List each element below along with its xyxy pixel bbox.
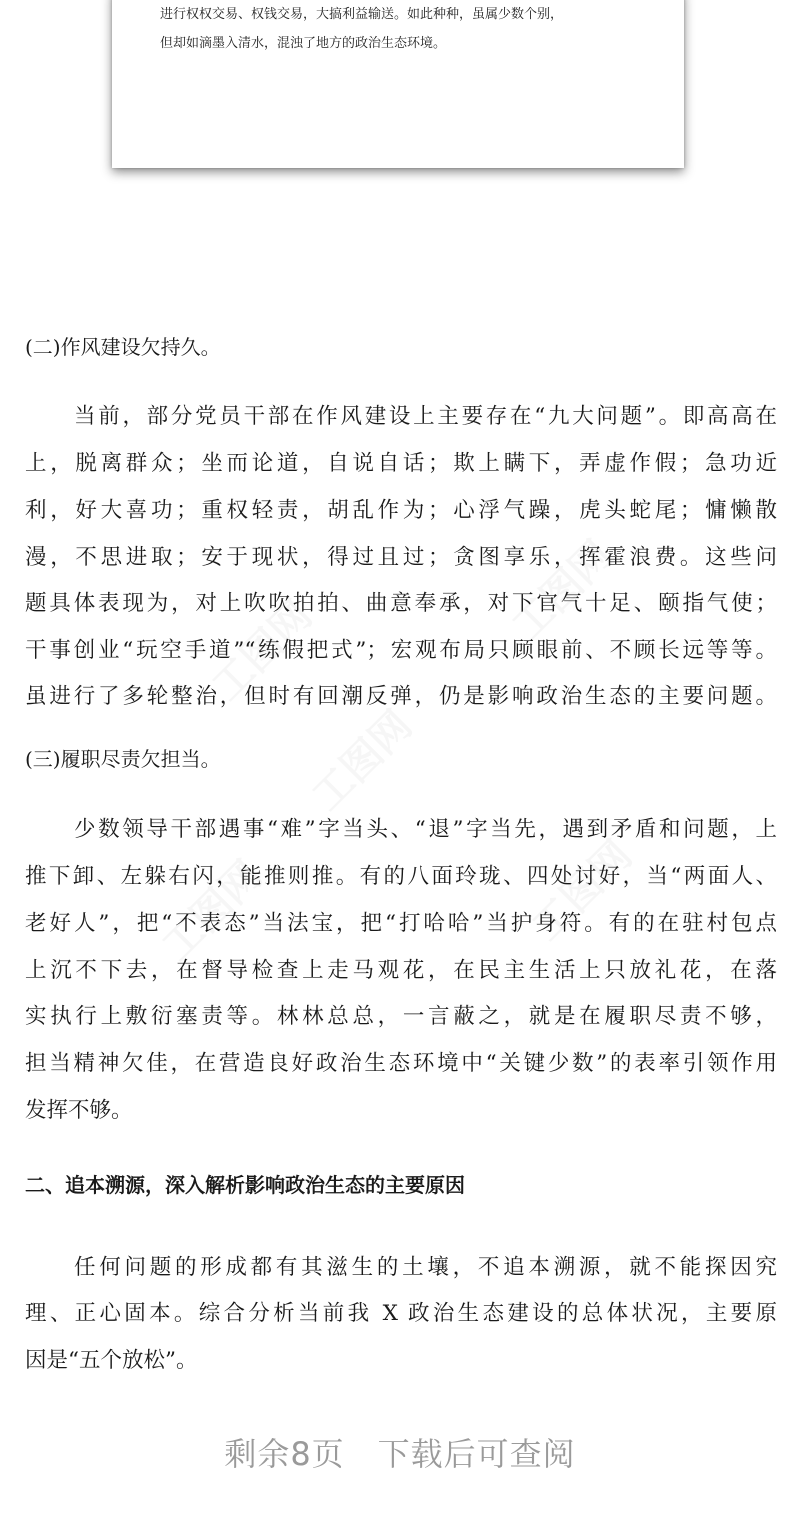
paragraph-line: 题具体表现为，对上吹吹拍拍、曲意奉承，对下官气十足、颐指气使； (25, 591, 777, 616)
section-heading-3: (三)履职尽责欠担当。 (25, 747, 221, 771)
section-heading-2: (二)作风建设欠持久。 (25, 335, 221, 359)
paragraph-line: 实执行上敷衍塞责等。林林总总，一言蔽之，就是在履职尽责不够， (25, 1004, 777, 1029)
paragraph-line: 老好人”，把“不表态”当法宝，把“打哈哈”当护身符。有的在驻村包点 (25, 911, 777, 936)
paragraph-line: 上，脱离群众；坐而论道，自说自话；欺上瞒下，弄虚作假；急功近 (25, 451, 777, 476)
paragraph-line: 担当精神欠佳，在营造良好政治生态环境中“关键少数”的表率引领作用 (25, 1051, 777, 1076)
quote-card (112, 0, 684, 168)
paragraph-line: 漫，不思进取；安于现状，得过且过；贪图享乐，挥霍浪费。这些问 (25, 545, 777, 570)
quote-card-line: 进行权权交易、权钱交易，大搞利益输送。如此种种，虽属少数个别， (160, 7, 564, 22)
watermark (297, 696, 422, 821)
paragraph-line: 理、正心固本。综合分析当前我 X 政治生态建设的总体状况，主要原 (25, 1301, 777, 1326)
paragraph-line: 任何问题的形成都有其滋生的土壤，不追本溯源，就不能探因究 (74, 1255, 777, 1280)
paragraph-line: 当前，部分党员干部在作风建设上主要存在“九大问题”。即高高在 (74, 404, 777, 429)
paragraph-line: 利，好大喜功；重权轻责，胡乱作为；心浮气躁，虎头蛇尾；慵懒散 (25, 498, 777, 523)
paragraph-line: 虽进行了多轮整治，但时有回潮反弹，仍是影响政治生态的主要问题。 (25, 684, 777, 709)
paragraph-line: 干事创业“玩空手道”“练假把式”；宏观布局只顾眼前、不顾长远等等。 (25, 638, 777, 663)
paragraph-line: 少数领导干部遇事“难”字当头、“退”字当先，遇到矛盾和问题，上 (74, 817, 777, 842)
paragraph-line: 因是“五个放松”。 (25, 1348, 198, 1373)
part-two-heading: 二、追本溯源，深入解析影响政治生态的主要原因 (25, 1173, 465, 1197)
quote-card-line: 但却如滴墨入清水，混浊了地方的政治生态环境。 (160, 36, 447, 51)
paragraph-line: 上沉不下去，在督导检查上走马观花，在民主生活上只放礼花，在落 (25, 958, 777, 983)
remaining-pages-prompt[interactable]: 剩余8页 下载后可查阅 (224, 1435, 576, 1473)
paragraph-line: 发挥不够。 (25, 1098, 133, 1123)
paragraph-line: 推下卸、左躲右闪，能推则推。有的八面玲珑、四处讨好，当“两面人、 (25, 864, 777, 889)
